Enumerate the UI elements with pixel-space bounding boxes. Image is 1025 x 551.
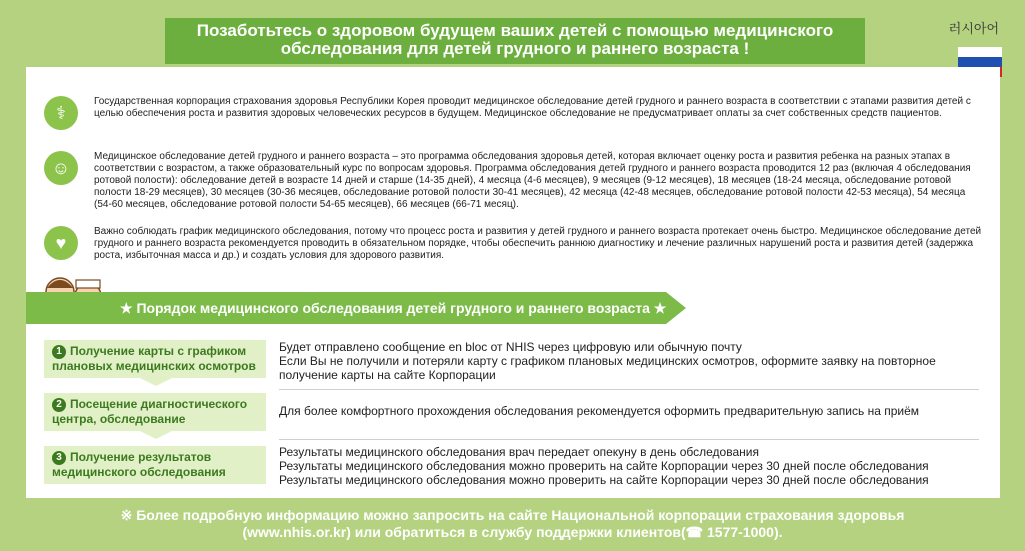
intro-text: Важно соблюдать график медицинского обследования, потому что процесс роста и развития у детей грудного и раннего возраста протекает очень быстро. Медицинское обследование детей грудного и раннего возраста рекомендуется проводить в обязательном порядке, чтобы обеспечить раннюю диагностику и лечение различных нарушений роста и развития детей (задержка роста, избыточная масса и др.) и создать условия для здорового развития. xyxy=(94,226,982,261)
title-banner-body xyxy=(165,18,865,64)
section-header-arrow xyxy=(666,292,686,324)
children-icon: ☺ xyxy=(44,151,78,185)
stethoscope-icon: ⚕ xyxy=(44,96,78,130)
step-divider xyxy=(279,439,979,440)
step-line: Результаты медицинского обследования можно проверить на сайте Корпорации через 30 дней после обследования xyxy=(279,473,929,487)
intro-text: Медицинское обследование детей грудного и раннего возраста – это программа обследования здоровья детей, которая включает оценку роста и развития ребенка на разных этапах в соответствии с возрастом, а также образовательный курс по вопросам здоровья. Программа обследования детей грудного и раннего возраста проводится 12 раз (включая 4 обследования ротовой полости): обследование детей в возрасте 14 дней и старше (14-35 дней), 4 месяца (4-6 месяцев), 9 месяцев (9-12 месяцев), 18 месяцев (18-24 месяца, обследование ротовой полости 18-29 месяцев), 30 месяцев (30-36 месяцев, обследование ротовой полости 30-41 месяцев), 42 месяца (42-48 месяцев, обследование ротовой полости 42-53 месяца), 54 месяца (54-60 месяцев, обследование ротовой полости 54-65 месяцев), 66 месяцев (66-71 месяц). xyxy=(94,151,971,210)
step-divider xyxy=(279,389,979,390)
step-label-text: Посещение диагностического центра, обследование xyxy=(52,397,248,426)
step-arrow xyxy=(140,431,172,439)
intro-text: Государственная корпорация страхования здоровья Республики Корея проводит медицинское обследование детей грудного и раннего возраста в соответствии с этапами развития детей с целью обеспечения роста и развития здоровых человеческих ресурсов в будущем. Медицинское обследование не предусматривает оплаты за счет собственных средств пациентов. xyxy=(94,96,971,119)
step-label xyxy=(44,446,266,484)
language-label: 러시아어 xyxy=(948,21,999,36)
step-line: Результаты медицинского обследования врач передает опекуну в день обследования xyxy=(279,445,759,459)
step-label-text: Получение карты с графиком плановых медицинских осмотров xyxy=(52,344,256,373)
step-text xyxy=(279,445,979,487)
step-line: Если Вы не получили и потеряли карту с графиком плановых медицинских осмотров, оформите заявку на повторное получение карты на сайте Корпорации xyxy=(279,354,936,382)
page-title-line2: обследования для детей грудного и раннего возраста ! xyxy=(280,39,750,58)
step-number: 2 xyxy=(52,398,66,412)
step-arrow xyxy=(140,378,172,386)
content-card xyxy=(26,67,1000,498)
section-title: ★ Порядок медицинского обследования детей грудного и раннего возраста ★ xyxy=(120,300,667,316)
step-line: Результаты медицинского обследования можно проверить на сайте Корпорации через 30 дней после обследования xyxy=(279,459,929,473)
step-label-text: Получение результатов медицинского обследования xyxy=(52,450,226,479)
footer-line1: ※ Более подробную информацию можно запросить на сайте Национальной корпорации страхования здоровья xyxy=(120,507,905,523)
step-line: Для более комфортного прохождения обследования рекомендуется оформить предварительную запись на приём xyxy=(279,404,920,418)
page-title-line1: Позаботьтесь о здоровом будущем ваших детей с помощью медицинского xyxy=(196,21,834,40)
step-label xyxy=(44,340,266,378)
step-text xyxy=(279,404,979,418)
footer-line2: (www.nhis.or.kr) или обратиться в службу поддержки клиентов(☎ 1577-1000). xyxy=(242,524,783,540)
step-number: 3 xyxy=(52,451,66,465)
step-label xyxy=(44,393,266,431)
footer-note xyxy=(40,507,985,541)
step-line: Будет отправлено сообщение en bloc от NHIS через цифровую или обычную почту xyxy=(279,340,742,354)
baby-bottle-icon: ♥ xyxy=(44,226,78,260)
step-number: 1 xyxy=(52,345,66,359)
step-text xyxy=(279,340,979,382)
